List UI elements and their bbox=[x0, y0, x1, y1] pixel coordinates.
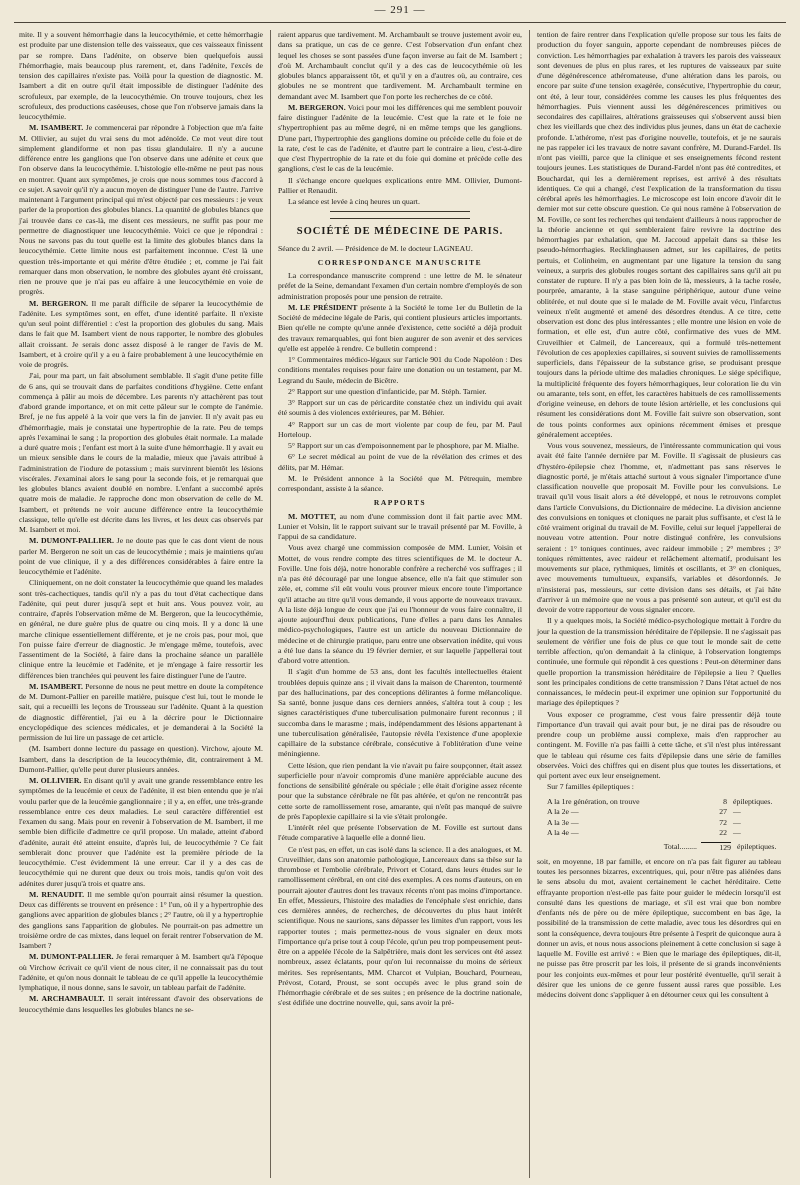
paragraph: raient apparus que tardivement. M. Archambault se trouve justement avoir eu, dans sa pratique, un cas de ce genre. C'est l'observation d'un enfant chez lequel les choses se sont passées d'une façon inverse au fait de M. Isambert ; d'où M. Archambault conclut qu'il y a des cas de leucocythémie où les globules blancs apparaissent tôt, et qu'il y en a d'autres où, au contraire, ces globules ne se montrent que tardivement. M. Archambault termine en demandant avec M. Isambert que l'on porte les recherches de ce côté. bbox=[278, 30, 522, 101]
paragraph: Il s'échange encore quelques explications entre MM. Ollivier, Dumont-Pallier et Renaudit. bbox=[278, 175, 522, 195]
stats-row bbox=[547, 797, 781, 808]
subsection-title: CORRESPONDANCE MANUSCRITE bbox=[317, 257, 483, 267]
paragraph: La séance est levée à cinq heures un quart. bbox=[288, 197, 420, 206]
stats-total-row bbox=[547, 842, 781, 853]
paragraph: La correspondance manuscrite comprend : une lettre de M. le sénateur préfet de la Seine, demandant l'examen d'un certain nombre d'employés de son administration proposés pour une pension de retraite. bbox=[278, 271, 522, 301]
paragraph bbox=[19, 682, 263, 744]
stats-value: 27 bbox=[719, 807, 727, 816]
paragraph: Ce n'est pas, en effet, un cas isolé dans la science. Il a des analogues, et M. Cruveilhier, dans son anatomie pathologique, Lancereaux dans sa thèse sur la thrombose et l'embolie cérébrale, Privort et Cotard, dans leurs études sur le ramollissement cérébral, en ont cité des exemples. A ces noms d'auteurs, on en pourrait ajouter d'autres dont les travaux récents n'ont pas moins d'importance. En effet, Messieurs, l'histoire des maladies de l'encéphale s'est enrichie, dans ces dernières années, de recherches, de découvertes du plus haut intérêt scientifique. Nous ne saurions, sans dépasser les limites d'un rapport, vous les rapporter toutes ; mais permettez-nous de vous signaler en deux mots l'importance qu'a prise tout à coup l'école, qu'un peu trop pompeusement peut-être on a appelée l'école de la Salpêtrière, mais dont les services ont été assez nombreux, assez éclatants, pour qu'on lui reconnaisse du moins de sérieux mérites. Ses représentants, MM. Charcot et Vulpian, Bouchard, Pourneau, Prévost, Cotard, Proust, se sont occupés avec le plus grand soin de l'hémorrhagie cérébrale et de ses suites ; en présence de la doctrine nationale, s'est édifiée une doctrine nouvelle, qui, sans avoir la pré- bbox=[278, 844, 522, 1008]
paragraph: tention de faire rentrer dans l'explication qu'elle propose sur tous les faits de production du foyer sanguin, apporte cependant de nombreuses pièces de conviction. Les hémorrhagies par exhalation à travers les parois des vaisseaux sont devenues de plus en plus rares, et les ruptures de vaisseaux par suite d'une dégénérescence athéromateuse, d'une altération dans les parois, ou encore par suite d'une tension exagérée, consécutive, l'hypertrophie du cœur, ont été, à leur tour, considérées comme les causes les plus fréquentes des hémorrhagies. Puis viennent aussi les dégénérescences primitives ou secondaires des capillaires, altérations graisseuses qui s'observent aussi bien chez les vieillards que chez des individus plus jeunes, dans un état de cachexie profonde. L'athérome, n'est pas d'origine nouvelle, toutefois, et je ne saurais ne pas rappeler ici les travaux de notre savant confrère, M. Durand-Fardel. Ils n'ont pas vieilli, parce que la clinique et ses enseignements fécond restent toujours jeunes. Les statistiques de Durand-Fardel n'ont pas été contredites, et Bouchardat, qui les a dernièrement reprises, est arrivé à des résultats identiques. Ce qui a changé, c'est l'explication de la transformation du tissu cérébral après les hémorrhagies. Le microscope est loin encore d'avoir dit le dernier mot sur cette obscure question. Ce qui nous ramène à l'observation de M. Foville, ce sont les recherches qui tendaient d'ailleurs à nous rapprocher de la théorie ancienne et qui sembleraient faire revivre la doctrine des hémorrhagies par exhalation, que M. Jaccoud appelait dans sa thèse les pseudo-hémorrhagies. Recklinghausen admet, sur les capillaires, de petits pertuis, et Colinheim, en augmentant par une ligature la tension du sang veineux, a surpris des globules rouges sortant des capillaires sans qu'il ait pu constater de rupture. Il n'y a pas bien loin de là, messieurs, à la tache rosée, pourprée, amarante, à la stase sanguine périphérique, autour d'une veine oblitérée, et nul doute que si le malade de M. Foville avait vécu, l'infarctus veineux n'eût augmenté et amené des désordres étendus. A ce titre, cette observation est donc des plus intéressantes ; elle montre une lésion en voie de formation, et elle est, d'un autre côté, confirmative des vues de MM. Cruveilhier et Calmeil, de Lancereaux, qui a formulé très-nettement l'évolution de ces apoplexies capillaires, si souvent suivies de ramollissements superficiels, dans l'épaisseur de la substance grise, se produisant presque toujours dans la période ultime des maladies chroniques. Le siége spécifique, la multiplicité fréquente des foyers hémorrhagiques, leur coloration lie du vin ou amarante, tels sont, en effet, les caractères habituels de ces ramollissements d'origine veineuse, en dehors de toute lésion artérielle, et les conclusions qui résument les considérations dont M. Foville fait suivre son observation, sont de tous points conformes aux opinions récemment émises et presque généralement acceptées. bbox=[537, 30, 781, 439]
stats-value: 22 bbox=[719, 828, 727, 837]
paragraph bbox=[19, 952, 263, 993]
stats-label: A la 2e — bbox=[547, 807, 579, 816]
stats-unit: — bbox=[733, 817, 741, 827]
paragraph: 1° Commentaires médico-légaux sur l'article 901 du Code Napoléon : Des conditions mentales requises pour faire une donation ou un testament, par M. Legrand du Saule, médecin de Bicêtre. bbox=[278, 355, 522, 385]
stats-value: 8 bbox=[723, 796, 727, 806]
paragraph: Il y a quelques mois, la Société médico-psychologique mettait à l'ordre du jour la question de la transmission héréditaire de l'épilepsie. Il ne s'agissait pas seulement de vérifier une fois de plus ce que tout le monde sait de cette terrible affection, qu'on demandait à la clinique, à l'observation longtemps continuée, une formule qui répondit à ces questions : Peut-on déterminer dans quelle proportion la transmission héréditaire de l'épilepsie a lieu ? Quelles sont les principales conditions de cette transmission ? Dans l'état actuel de nos connaissances, le médecin peut-il exprimer une opinion sur l'opportunité du mariage des épileptiques ? bbox=[537, 616, 781, 708]
paragraph-text: Je commencerai par répondre à l'objection que m'a faite M. Ollivier, au sujet du vrai sens du mot adénoïde. Ce mot veut dire tout simplement glandiforme et non pas tissu glandulaire. Il n'y a aucune différence entre les ganglions que l'on observe dans une adénite et ceux que l'on observe dans la leucocythémie. L'histologie elle-même ne peut pas nous en montrer. Quant aux symptômes, je crois que nous sommes tous d'accord à ce sujet. A savoir qu'il n'y a aucun moyen de distinguer l'une de l'autre. J'arrive maintenant à l'argument principal qui m'est objecté par ces messieurs : je veux parler de la proportion des globules blancs. La quantité de globules blancs que j'ai trouvée dans ce cas-là, me disent ces messieurs, ne suffit pas pour me permettre de diagnostiquer une leucocythémie. Voici ce que je répondrai : Nous ne savons pas du tout quelle est la limite des globules blancs dans la leucocythémie. Cette limite nous est parfaitement inconnue. C'est là une question très-importante et qui mérite d'être étudiée ; et, comme je l'ai fait remarquer dans mon observation, le nombre des globules ayant été croissant, rien ne prouve que je n'ai pas eu affaire à une leucocythémie en voie de progrès. bbox=[19, 123, 263, 297]
paragraph: Sur 7 familles épileptiques : bbox=[547, 782, 634, 792]
epilepsy-stats-table bbox=[547, 797, 781, 853]
stats-row bbox=[547, 828, 781, 839]
speaker-name: M. ISAMBERT. bbox=[29, 123, 84, 133]
paragraph bbox=[278, 512, 522, 543]
paragraph: Vous exposer ce programme, c'est vous faire pressentir déjà toute l'importance d'un travail qui avait pour but, je ne dirai pas de résoudre ou prendre coup un problème aussi complexe, mais d'en rapprocher au contingent. M. Foville n'a pas failli à cette tâche, et s'il n'est plus intéressant que le tableau qui résume ces faits d'épilepsie dans une série de familles observées. Voici des chiffres qui en disent plus que toutes les dissertations, et qui portent avec eux leur enseignement. bbox=[537, 709, 781, 780]
columns bbox=[12, 30, 788, 1178]
page-number: — 291 — bbox=[374, 4, 426, 16]
stats-value: 72 bbox=[719, 817, 727, 827]
section-divider bbox=[330, 211, 470, 219]
paragraph: 6° Le secret médical au point de vue de la révélation des crimes et des délits, par M. Hémar. bbox=[278, 452, 522, 472]
paragraph: L'intérêt réel que présente l'observation de M. Foville est surtout dans l'étude comparative à laquelle elle a donné lieu. bbox=[278, 823, 522, 843]
paragraph-text: présente à la Société le tome 1er du Bulletin de la Société de médecine légale de Paris, qui contient plusieurs articles importants. Bien qu'elle ne compte qu'une année d'existence, cette société a déjà produit des travaux remarquables, qui font bien augurer de son avenir et des services qu'elle est appelée à rendre. Ce bulletin comprend : bbox=[278, 302, 523, 353]
paragraph: (M. Isambert donne lecture du passage en question). Virchow, ajoute M. Isambert, dans la description de la leucocythémie, dit, contrairement à M. Dumont-Pallier, qu'elle peut durer plusieurs années. bbox=[19, 744, 263, 774]
stats-row bbox=[547, 807, 781, 818]
column-3 bbox=[529, 30, 788, 1178]
speaker-name: M. MOTTET, bbox=[288, 511, 337, 521]
column-2 bbox=[270, 30, 529, 1178]
paragraph-text: Il me semble qu'on pourrait ainsi résumer la question. Deux cas différents se trouvent en présence : 1° l'un, où il y a hypertrophie des ganglions avec apparition de globules blancs ; 2° l'autre, où il y a hypertrophie des ganglions sans l'apparition de globules. Ne pourrait-on pas admettre un troisième ordre de cas mixtes, dans lequel on ferait rentrer l'observation de M. Isambert ? bbox=[19, 889, 263, 950]
paragraph: soit, en moyenne, 18 par famille, et encore on n'a pas fait figurer au tableau toutes les personnes bizarres, excentriques, qui, pour n'être pas aliénées dans le sens absolu du mot, avaient certainement le cachet héréditaire. Cette effrayante proportion n'est-elle pas faite pour guider le médecin lorsqu'il est consulté dans les questions de mariage, et s'il est vrai que bon nombre d'enfants nés de père ou de mère épileptique, succombent en bas âge, la possibilité de la transmission de cette maladie, avec tous les désordres qui en sont la conséquence, devra toujours être présente à l'esprit de quiconque aura à donner un avis, et nous nous associons pleinement à cette conclusion si sage à laquelle M. Foville est arrivé : « Bien que le mariage des épileptiques, dit-il, ne puisse pas être proscrit par les lois, il présente de si grands inconvénients pour les conjoints eux-mêmes et pour leur postérité éventuelle, qu'il serait à désirer que les unions de ce genre fussent aussi rares que possible. Les médecins doivent donc s'appliquer à en détourner ceux qui les consultent à bbox=[537, 856, 781, 999]
stats-unit: épileptiques. bbox=[733, 796, 773, 806]
paragraph bbox=[278, 103, 522, 175]
speaker-name: M. DUMONT-PALLIER. bbox=[29, 952, 114, 962]
speaker-name: M. OLLIVIER. bbox=[29, 776, 82, 785]
paragraph-text: En disant qu'il y avait une grande ressemblance entre les symptômes de la leucémie et ceux de l'adénite, il est bien entendu que je n'ai voulu parler que de la leucémie ganglionnaire ; il y a, en effet, une très-grande ressemblance entre ces deux maladies. Le seul caractère différentiel est l'examen du sang. Mais pour en revenir à l'observation de M. Isambert, il me semble bien difficile d'admettre ce qu'il propose. Un malade, atteint d'abord d'adénite, aurait été atteint ensuite, d'après lui, de leucocythémie ? Ce fait semblerait donc prouver que l'adénite est la première période de la leucocythémie. C'est évidemment là une erreur. Car il y a des cas de leucocythémie qui ne durent que deux ou trois mois, tandis qu'on voit des adénites durer jusqu'à trois et quatre ans. bbox=[19, 776, 263, 888]
paragraph bbox=[19, 776, 263, 889]
paragraph: Cette lésion, que rien pendant la vie n'avait pu faire soupçonner, était assez superficielle pour n'avoir compromis d'une manière appréciable aucune des fonctions de sensibilité générale ou spéciale ; elle était d'origine assez récente pour que la substance cérébrale ne fût pas altérée, et qu'on ne rencontrât pas cette sorte de ramollissement rose, amarante, qui n'eût pas manqué de suivre de près l'apoplexie capillaire si la vie s'était prolongée. bbox=[278, 760, 522, 821]
paragraph bbox=[278, 303, 522, 354]
stats-total-label: Total......... bbox=[663, 841, 697, 851]
paragraph: 5° Rapport sur un cas d'empoisonnement par le phosphore, par M. Mialhe. bbox=[288, 441, 519, 450]
paragraph-text: Il serait intéressant d'avoir des observations de leucocythémie dans lesquelles les globules blancs ne se- bbox=[19, 994, 263, 1014]
subsection-title: RAPPORTS bbox=[373, 498, 427, 508]
speaker-name: M. DUMONT-PALLIER. bbox=[29, 536, 114, 546]
stats-label: A la 3e — bbox=[547, 817, 579, 827]
paragraph-text: au nom d'une commission dont il fait partie avec MM. Lunier et Volsin, lit le rapport suivant sur le travail présenté par M. Foville, à l'appui de sa candidature. bbox=[278, 511, 523, 541]
paragraph bbox=[19, 123, 263, 297]
paragraph: 3° Rapport sur un cas de péricardite constatée chez un individu qui avait été soumis à des violences extérieures, par M. Béhier. bbox=[278, 398, 522, 418]
section-title: SOCIÉTÉ DE MÉDECINE DE PARIS. bbox=[296, 226, 504, 238]
stats-total-unit: épileptiques. bbox=[737, 841, 777, 851]
paragraph: Vous vous souvenez, messieurs, de l'intéressante communication qui vous avait été faite l'année dernière par M. Foville. Il s'agissait de plusieurs cas d'hystéro-épilepsie chez l'homme, et, n'admettant pas sans réserves le diagnostic porté, je m'étais attaché surtout à vous signaler l'importance d'une classification nouvelle que proposait M. Foville pour les convulsions. Le travail qu'il vous lisait alors a été développé, et nous le retrouvons complet dans l'article Convulsions, du Dictionnaire de médecine. La division ancienne des convulsions en toniques et cloniques ne parait plus suffisante, et c'est là le côté vraiment original du travail de M. Foville, celui sur lequel j'appellerai de nouveau votre attention. Pour notre distingué confrère, les convulsions seraient : 1° toniques continues, avec raideur immobile ; 2° membres ; 3° toniques rémittentes, avec raideur et relâchement alternatif, produisant les mouvements sur place, rythmiques, limités et oscillants, et 3° en cloniques, avec mouvements tumultueux, expansifs, variables et désordonnés. Je n'insisterai pas, messieurs, sur cette division dans ses détails, et j'ai hâte d'arriver à un mémoire que ne vous a pas présenté son auteur, et qu'il est du devoir de votre rapporteur de vous signaler encore. bbox=[537, 441, 781, 614]
paragraph-text: Personne de nous ne peut mettre en doute la compétence de M. Dumont-Pallier en pareille matière, puisque c'est lui, tout le monde le sait, qui a recueilli les leçons de Trousseau sur l'adénite. Quant à la question de diagnostic différentiel, j'ai eu à la décrire pour le Dictionnaire encyclopédique des sciences médicales, et je demanderai à la Société la permission de lui lire un passage de cet article. bbox=[19, 681, 264, 742]
paragraph-text: Je ne doute pas que le cas dont vient de nous parler M. Bergeron ne soit un cas de leucocythémie ; mais je maintiens qu'au point de vue clinique, il y a des différences considérables à faire entre la leucocythémie et l'adénite. bbox=[19, 536, 263, 576]
stats-label: A la 1re génération, on trouve bbox=[547, 796, 640, 806]
speaker-name: M. BERGERON. bbox=[288, 102, 346, 112]
stats-row bbox=[547, 818, 781, 829]
column-1 bbox=[12, 30, 270, 1178]
speaker-name: M. RENAUDIT. bbox=[29, 889, 85, 899]
paragraph: M. le Président annonce à la Société que M. Pétrequin, membre correspondant, assiste à la séance. bbox=[278, 473, 522, 493]
stats-unit: — bbox=[733, 807, 741, 816]
paragraph: J'ai, pour ma part, un fait absolument semblable. Il s'agit d'une petite fille de 6 ans, qui se trouvait dans de parfaites conditions d'hygiène. Cette enfant commença à pâlir au mois de décembre. Les parents n'y attachèrent pas tout d'abord grande importance, et on mit cette pâleur sur le compte de l'anémie. Bref, je ne fus appelé à la voir que vers la fin de janvier. Il n'y avait pas eu d'hémorrhagie, mais je constatai une hypertrophie de la rate. Peu de temps après l'examinai le sang ; la proportion des globules était normale. La malade a duré quatre mois ; l'enfant est mort à la suite d'une hémorrhagie. Il y avait eu un mieux sensible dans le cours de la maladie, mieux que j'avais attribué à l'administration de l'iodure de potassium ; mais survinrent bientôt les lésions viscérales. J'examinai alors le sang pour la seconde fois, et je remarquai que les globules blancs avaient doublé en nombre. L'enfant a succombé après quatre mois de maladie. Je rapproche donc mon observation de celle de M. Isambert, et prétends ne voir aucune différence entre la leucocythémie classique, telle qu'elle est décrite dans les livres, et les deux cas observés par M. Isambert et moi. bbox=[19, 371, 263, 534]
speaker-name: M. ISAMBERT. bbox=[29, 681, 83, 691]
stats-label: A la 4e — bbox=[547, 828, 579, 837]
paragraph: 4° Rapport sur un cas de mort violente par coup de feu, par M. Paul Horteloup. bbox=[278, 419, 522, 439]
paragraph-text: Il me paraît difficile de séparer la leucocythémie de l'adénite. Les symptômes sont, en effet, d'une identité parfaite. Il n'existe qu'un seul point différentiel : c'est la proportion des globules du sang. Mais dans le fait que M. Isambert vient de nous rapporter, le nombre des globules allait croissant. Je serais donc assez disposé à le ranger de l'avis de M. Isambert, et à croire qu'il y a eu à faire probablement à une leucocythémie en voie de progrès. bbox=[19, 298, 264, 369]
stats-total-value: 129 bbox=[701, 842, 731, 853]
paragraph: 2° Rapport sur une question d'infanticide, par M. Stéph. Tarnier. bbox=[288, 386, 487, 396]
paragraph-text: Voici pour moi les différences qui me semblent pouvoir faire distinguer l'adénite de la leucémie. C'est que la rate et le foie ne s'hypertrophient pas au même degré, ni en même temps que les ganglions. D'une part, l'hypertrophie des ganglions domine ou précède celle du foie et de la rate, c'est le cas de l'adénite, et d'autre part le contraire a lieu, c'est-à-dire que c'est l'hypertrophie de la rate et du foie qui domine et précède celle des ganglions, c'est le cas de la leucémie. bbox=[278, 102, 522, 174]
stats-unit: — bbox=[733, 828, 741, 837]
paragraph bbox=[19, 994, 263, 1015]
speaker-name: M. LE PRÉSIDENT bbox=[288, 302, 358, 312]
paragraph bbox=[19, 299, 263, 371]
speaker-name: M. BERGERON. bbox=[29, 298, 88, 308]
paragraph: mite. Il y a souvent hémorrhagie dans la leucocythémie, et cette hémorrhagie est produite par une distension telle des vaisseaux, que ces vaisseaux finissent par se rompre. Dans l'adénite, on observe bien quelquefois aussi l'hémorrhagie, mais beaucoup plus rarement, et, dans l'adénite, l'excès de tension des capillaires n'existe pas. Voilà pour la question de diagnostic. M. Isambert a dit en outre qu'il était impossible de distinguer l'adénite des scrofuleux, par exemple, de la leucocythémie. On trouve toujours, chez les scrofuleux, des productions caséeuses, chose que l'on n'observe jamais dans la leucocythémie. bbox=[19, 30, 263, 121]
paragraph bbox=[19, 890, 263, 952]
paragraph-text: Je ferai remarquer à M. Isambert qu'à l'époque où Virchow écrivait ce qu'il vient de nous citer, il ne connaissait pas du tout l'adénite, et qu'on nous donnait le tableau de ce qu'il appelle la leucocythémie lymphatique, il nous donne, sans le savoir, un tableau parfait de l'adénite. bbox=[19, 952, 264, 992]
paragraph: Cliniquement, on ne doit constater la leucocythémie que quand les malades sont très-cachectiques, tandis qu'il n'y a pas du tout d'état cachectique dans l'adénite, qui peut durer jusqu'à sept et huit ans. Vous pouvez voir, au contraire, d'après l'observation même de M. Bergeron, que la leucocythémie, en général, ne dure guère plus de quatre ou cinq mois. Il y a donc là une marche clinique essentiellement différente, et je ne crois pas, pour moi, que l'on puisse faire d'erreur de diagnostic. Je m'engage même, toutefois, avec l'assentiment de la Société, à faire dans la prochaine séance un parallèle clinique entre la leucémie et l'adénite, et je m'engage à faire ressortir les différences bien tranchées qui peuvent les faire distinguer l'une de l'autre. bbox=[19, 578, 263, 680]
paragraph: Il s'agit d'un homme de 53 ans, dont les facultés intellectuelles étaient troublées depuis quinze ans ; il vivait dans la maison de Charenton, tourmenté par des hallucinations, par des conceptions délirantes à forme mélancolique. Sa santé, bonne jusque dans ces derniers années, s'altéra tout à coup ; les signes caractéristiques d'une tuberculisation pulmonaire furent reconnus ; il succomba dans le marasme ; mais, indépendamment des lésions appartenant à une tuberculisation généralisée, l'autopsie révéla l'existence d'une apoplexie capillaire de la substance cérébrale, consécutive à l'oblitération d'une veine méningienne. bbox=[278, 667, 522, 759]
paragraph bbox=[19, 536, 263, 577]
paragraph: Vous avez chargé une commission composée de MM. Lunier, Voisin et Mottet, de vous rendre compte des titres scientifiques de M. le docteur A. Foville. Une fois déjà, notre honorable confrère a recherché vos suffrages ; il n'a pas été découragé par une longue absence, elle n'a fait que stimuler son zèle, et, comme s'il eût voulu vous prouver mieux encore toute l'importance qu'il attache au titre qu'il vous demande, il vous apporte de nouveaux travaux. A la liste déjà longue de ceux que j'ai eu l'honneur de vous faire connaître, il ajoute aujourd'hui deux publications, l'une d'elles a paru dans les Annales médico-psychologiques, l'autre est un article du nouveau Dictionnaire de médecine et de chirurgie pratique, paru entre une observation inédite, qui vous a été lue dans la séance du 19 février dernier, et sur laquelle j'appellerai tout d'abord votre attention. bbox=[278, 543, 522, 665]
speaker-name: M. ARCHAMBAULT. bbox=[29, 994, 105, 1004]
session-heading: Séance du 2 avril. — Présidence de M. le docteur LAGNEAU. bbox=[278, 243, 473, 253]
top-rule bbox=[14, 22, 786, 23]
